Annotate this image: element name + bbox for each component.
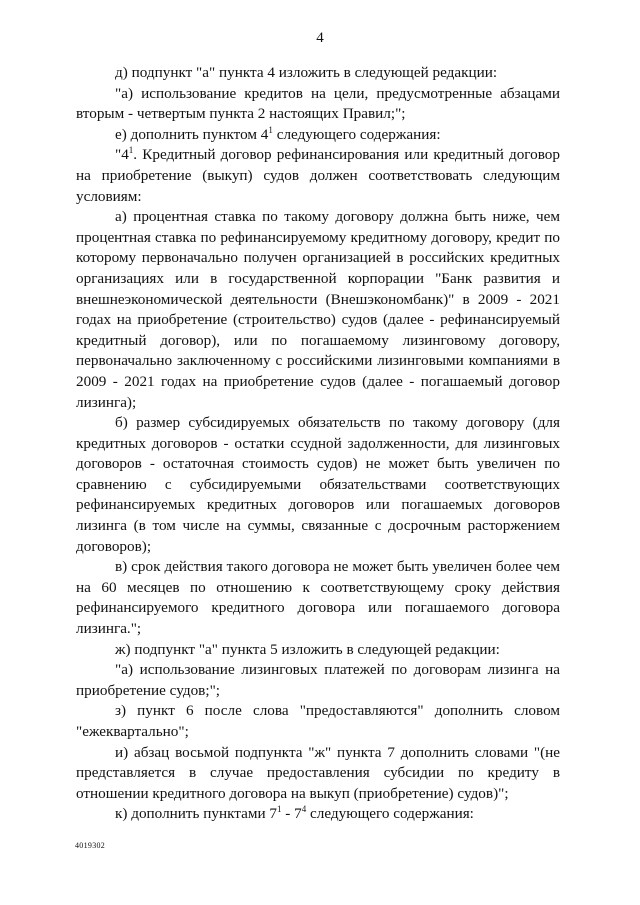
paragraph-text: е) дополнить пунктом 4 [115,125,269,143]
paragraph-b-size: б) размер субсидируемых обязательств по такому договору (для кредитных договоров - остатки ссудной задолженности, для лизинговых договоров - остаточная стоимость судов) не может быть увеличен по сравнению с субсидируемыми обязательствами соответствующих рефинансируемых кредитных договоров или погашаемых договоров лизинга (в том числе на суммы, связанные с досрочным расторжением договоров); [76,414,560,555]
paragraph-text: к) дополнить пунктами 7 [115,805,277,823]
superscript: 1 [128,145,134,156]
paragraph-i: и) абзац восьмой подпункта "ж" пункта 7 дополнить словами "(не представляется в случае предоставления субсидии по кредиту в отношении кредитного договора на выкуп (приобретение) судов)"; [76,743,560,802]
paragraph-text: . Кредитный договор рефинансирования или кредитный договор на приобретение (выкуп) судов должен соответствовать следующим условиям: [76,146,560,205]
paragraph-4-1 [76,145,560,207]
paragraph-text: следующего содержания: [272,125,441,143]
paragraph-text: "4 [115,146,129,164]
paragraph-text: - 7 [281,805,302,823]
paragraph-zh-quote: "а) использование лизинговых платежей по договорам лизинга на приобретение судов;"; [76,661,560,699]
page-number: 4 [316,30,324,46]
paragraph-v-term: в) срок действия такого договора не может быть увеличен более чем на 60 месяцев по отношению к соответствующему сроку действия рефинансируемого кредитного договора или погашаемого договора лизинга."; [76,558,560,638]
paragraph-a-rate: а) процентная ставка по такому договору должна быть ниже, чем процентная ставка по рефинансируемому кредитному договору, кредит по которому первоначально получен организацией в российских кредитных организациях или в государственной корпорации "Банк развития и внешнеэкономической деятельности (Внешэкономбанк)" в 2009 - 2021 годах на приобретение (строительство) судов (далее - рефинансируемый кредитный договор), или по погашаемому лизинговому договору, первоначально заключенному с российскими лизинговыми компаниями в 2009 - 2021 годах на приобретение судов (далее - погашаемый договор лизинга); [76,208,560,411]
paragraph-d-quote: "а) использование кредитов на цели, предусмотренные абзацами вторым - четвертым пункта 2 настоящих Правил;"; [76,84,560,123]
paragraph-e [76,125,560,146]
paragraph-d: д) подпункт "а" пункта 4 изложить в следующей редакции: [115,64,498,81]
superscript: 1 [268,124,273,135]
document-body [76,63,560,825]
document-code: 4019302 [75,841,106,850]
superscript: 4 [301,804,307,815]
paragraph-text: следующего содержания: [306,805,474,823]
paragraph-zh: ж) подпункт "а" пункта 5 изложить в следующей редакции: [115,640,500,658]
paragraph-z: з) пункт 6 после слова "предоставляются" дополнить словом "ежеквартально"; [76,702,560,740]
paragraph-k [76,804,560,825]
superscript: 1 [277,804,282,815]
